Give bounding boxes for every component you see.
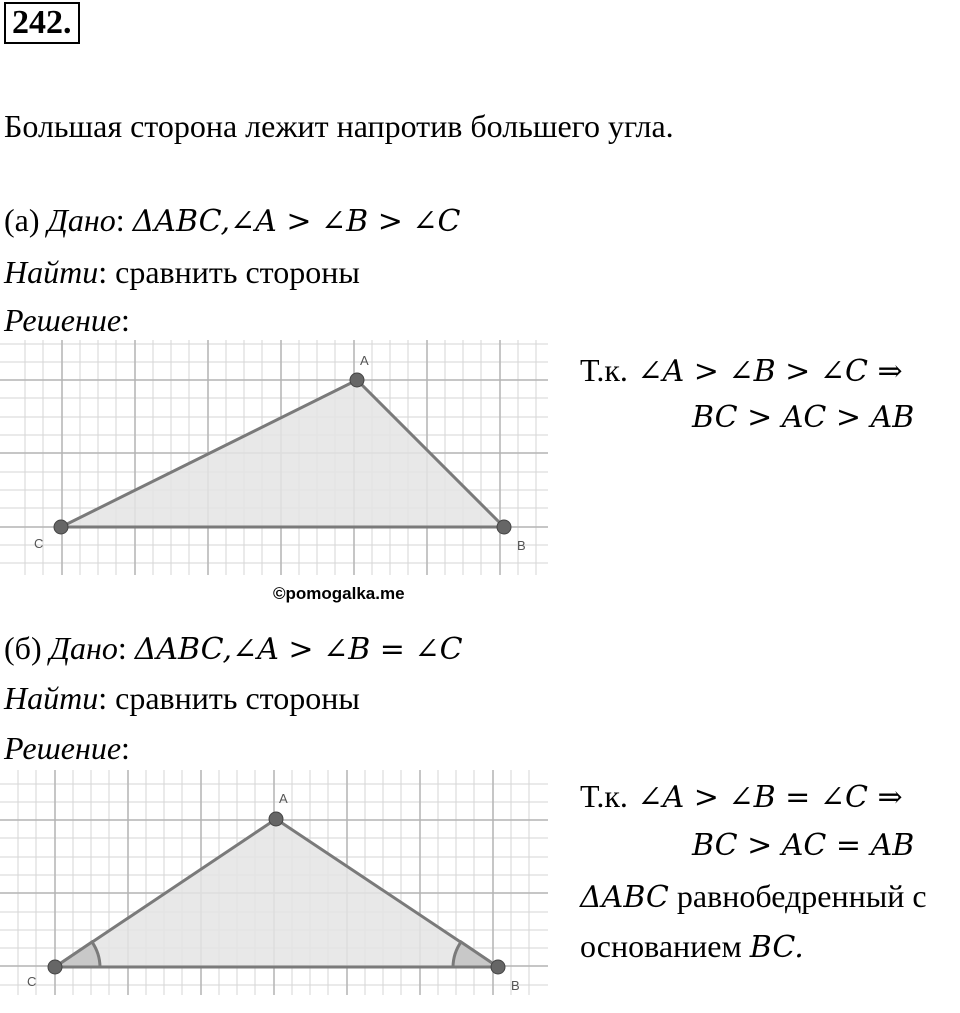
part-b-solution: Решение:: [4, 730, 130, 766]
part-b-conclusion-line2: [580, 926, 804, 968]
part-b-find-word: Найти: [4, 680, 99, 716]
part-a-label-c: C: [34, 536, 44, 551]
part-a-point-b: [497, 520, 511, 534]
part-a-reason-line1: Т.к. ∠A > ∠B > ∠C ⇒: [580, 352, 903, 389]
part-b-label-b: B: [511, 978, 520, 993]
part-b-given-word: Дано: [49, 630, 118, 666]
part-a-given-expr: ΔABC,∠A > ∠B > ∠C: [132, 204, 461, 239]
part-b-angle-c-mark: [55, 942, 100, 967]
part-a-point-a: [350, 373, 364, 387]
part-a-find-text: сравнить стороны: [115, 254, 360, 290]
part-b-point-a: [269, 812, 283, 826]
part-b-label: (б): [4, 630, 42, 666]
part-a-given-word: Дано: [47, 202, 116, 238]
part-b-find-text: сравнить стороны: [115, 680, 360, 716]
watermark: ©pomogalka.me: [273, 584, 405, 603]
part-b-point-b: [491, 960, 505, 974]
part-a-given: (а) Дано: ΔABC,∠A > ∠B > ∠C: [4, 202, 461, 239]
part-b-given: (б) Дано: ΔABC,∠A > ∠B = ∠C: [4, 630, 463, 667]
part-b-conclusion-tri: ΔABC: [580, 880, 669, 915]
part-a-point-c: [54, 520, 68, 534]
part-b-point-c: [48, 960, 62, 974]
part-b-label-c: C: [27, 974, 37, 989]
part-a-solution-word: Решение: [4, 302, 122, 338]
part-a-label-a: A: [360, 353, 369, 368]
part-a-reason-line2: BC > AC > AB: [692, 400, 915, 435]
part-b-given-expr: ΔABC,∠A > ∠B = ∠C: [134, 632, 463, 667]
part-b-conclusion-text: равнобедренный с: [676, 878, 927, 914]
statement-text: Большая сторона лежит напротив большего угла.: [4, 108, 674, 144]
part-b-angle-b-mark: [453, 942, 498, 967]
part-a-find: Найти: сравнить стороны: [4, 254, 360, 290]
part-b-conclusion-line1: [580, 876, 927, 918]
part-b-find: Найти: сравнить стороны: [4, 680, 360, 716]
part-b-label-a: A: [279, 791, 288, 806]
part-a-label: (а): [4, 202, 40, 238]
part-b-reason-line2: BC > AC = AB: [692, 828, 915, 863]
part-a-solution: Решение:: [4, 302, 130, 338]
part-a-label-b: B: [517, 538, 526, 553]
part-b-conclusion-line2-text: основанием: [580, 928, 742, 964]
part-b-conclusion-base: BC.: [749, 930, 804, 965]
part-a-find-word: Найти: [4, 254, 99, 290]
part-b-figure: [0, 770, 548, 1013]
part-b-reason-line1: Т.к. ∠A > ∠B = ∠C ⇒: [580, 778, 903, 815]
part-a-figure: [0, 340, 548, 580]
problem-number: 242.: [4, 2, 80, 44]
part-b-solution-word: Решение: [4, 730, 122, 766]
